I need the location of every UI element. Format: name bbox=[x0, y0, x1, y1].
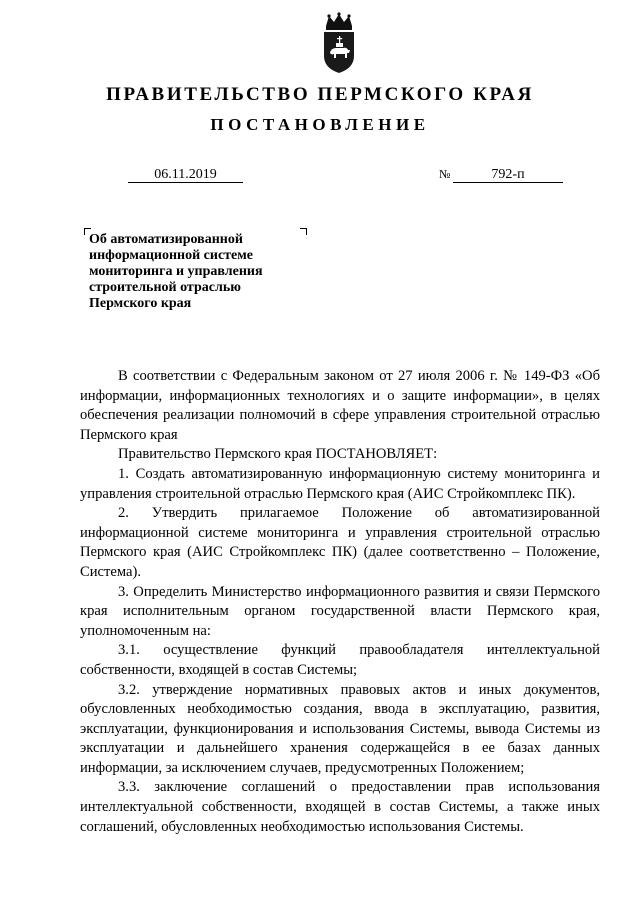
item-3-2-paragraph: 3.2. утверждение нормативных правовых актов и иных документов, обусловленных необходимостью создания, ввода в эксплуатацию, развития, эксплуатации, функционирования и использования Системы, вывода Системы из эксплуатации и дальнейшего хранения содержащейся в ее базах данных информации, за исключением случаев, предусмотренных Положением; bbox=[80, 681, 600, 776]
subject-line: строительной отраслью bbox=[89, 280, 241, 295]
number-label: № bbox=[439, 167, 451, 181]
document-type: ПОСТАНОВЛЕНИЕ bbox=[210, 115, 430, 134]
document-number: 792-п bbox=[453, 168, 563, 183]
preamble-paragraph: В соответствии с Федеральным законом от 27 июля 2006 г. № 149-ФЗ «Об информации, информационных технологиях и о защите информации», в целях обеспечения реализации полномочий в сфере управления строительной отраслью Пермского края bbox=[80, 368, 600, 443]
item-1-paragraph: 1. Создать автоматизированную информационную систему мониторинга и управления строительной отраслью Пермского края (АИС Стройкомплекс ПК). bbox=[80, 465, 600, 502]
resolution-clause: Правительство Пермского края ПОСТАНОВЛЯЕТ: bbox=[118, 446, 438, 463]
coat-of-arms-icon bbox=[321, 12, 357, 74]
item-3-3-paragraph: 3.3. заключение соглашений о предоставлении прав использования интеллектуальной собственности, входящей в состав Системы, а также иных соглашений, обусловленных необходимостью использования Системы. bbox=[80, 779, 600, 835]
item-3-paragraph: 3. Определить Министерство информационного развития и связи Пермского края исполнительным органом государственной власти Пермского края, уполномоченным на: bbox=[80, 583, 600, 639]
subject-line: информационной системе bbox=[89, 248, 254, 263]
organization-title: ПРАВИТЕЛЬСТВО ПЕРМСКОГО КРАЯ bbox=[106, 84, 534, 105]
subject-line: мониторинга и управления bbox=[89, 264, 263, 279]
item-3-1-paragraph: 3.1. осуществление функций правообладателя интеллектуальной собственности, входящей в состав Системы; bbox=[80, 642, 600, 678]
document-subject bbox=[89, 232, 304, 312]
document-date: 06.11.2019 bbox=[128, 168, 243, 183]
document-body bbox=[80, 367, 600, 837]
subject-line: Об автоматизированной bbox=[89, 232, 243, 247]
subject-line: Пермского края bbox=[89, 296, 192, 311]
item-2-paragraph: 2. Утвердить прилагаемое Положение об автоматизированной информационной системе мониторинга и управления строительной отраслью Пермского края (АИС Стройкомплекс ПК) (далее соответственно – Положение, Система). bbox=[80, 505, 600, 580]
